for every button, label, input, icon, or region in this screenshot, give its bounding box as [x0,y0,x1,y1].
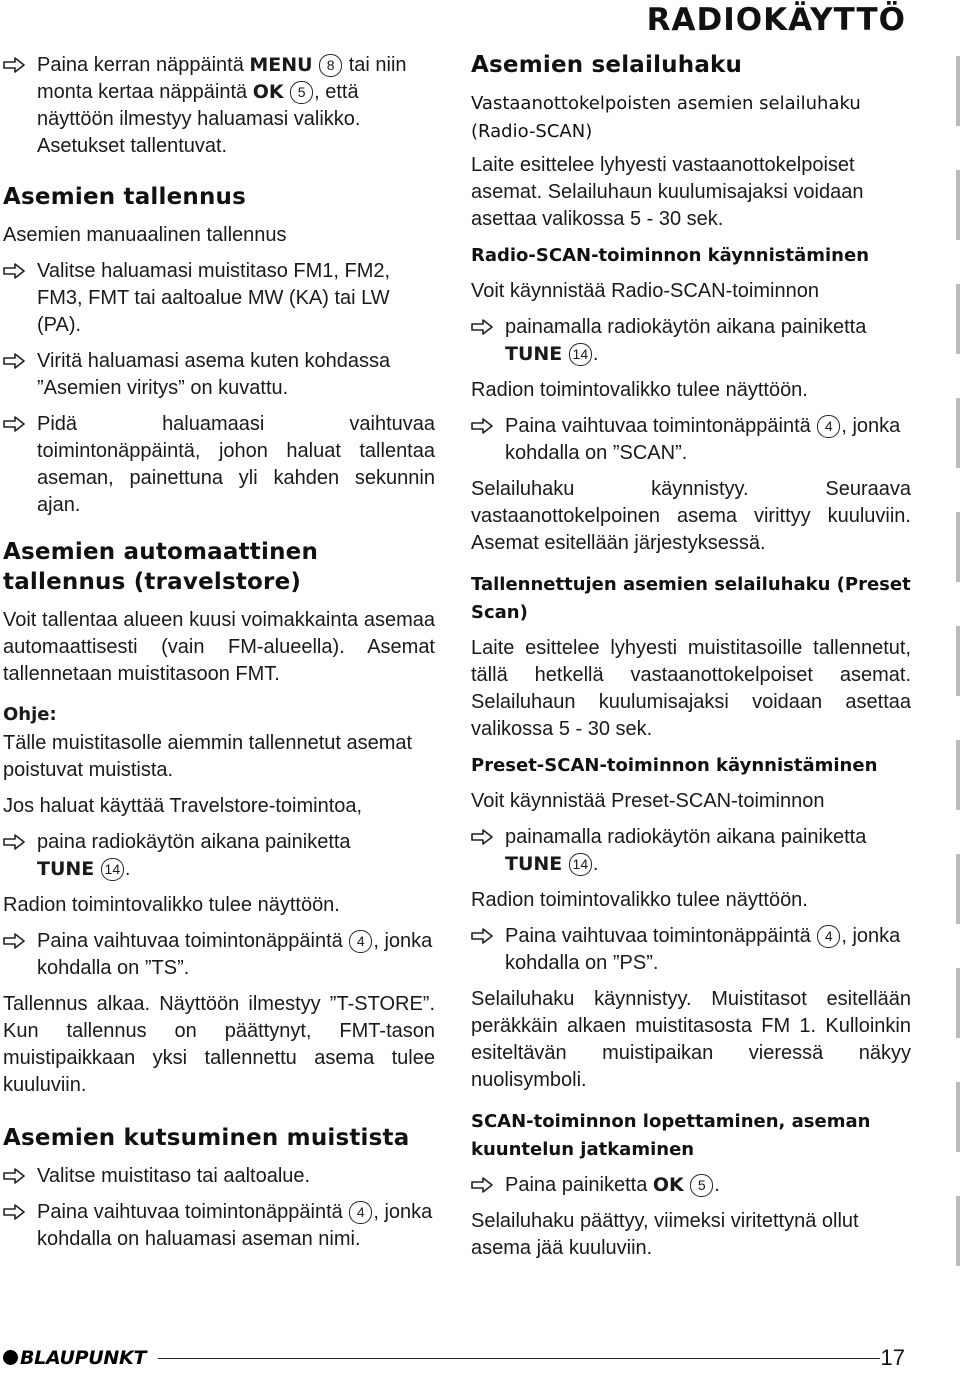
key-number-badge: 5 [290,81,313,104]
brand-dot-icon [3,1350,18,1365]
paragraph: Radion toimintovalikko tulee näyttöön. [3,894,340,916]
instruction-step [3,258,435,339]
subsection-title-radioscan-start: Radio-SCAN-toiminnon käynnistäminen [471,245,870,266]
instruction-text: Pidä haluamaasi vaihtuvaa toimintonäppäintä, johon haluat tallentaa aseman, painettuna yli kahden sekunnin ajan. [37,413,435,516]
key-number-badge: 4 [349,930,372,953]
arrow-right-icon [471,1177,493,1193]
arrow-right-icon [3,1168,25,1184]
instruction-step: painamalla radiokäytön aikana painiketta TUNE 14 . [471,824,911,878]
paragraph: Voit käynnistää Preset-SCAN-toiminnon [471,790,825,812]
paragraph: Selailuhaku käynnistyy. Seuraava vastaanottokelpoinen asema virittyy kuuluviin. Asemat esitellään järjestyksessä. [471,478,911,554]
section-title-auto: Asemien automaattinen tallennus (travelstore) [3,539,319,595]
note-title: Ohje: [3,704,57,725]
paragraph: Selailuhaku päättyy, viimeksi viritettynä ollut asema jää kuuluviin. [471,1210,859,1259]
page-number: 17 [880,1345,905,1370]
intro-instruction [3,52,435,160]
key-number-badge: 4 [817,415,840,438]
instruction-text: , jonka kohdalla on ”SCAN”. [505,415,901,464]
paragraph: Radion toimintovalikko tulee näyttöön. [471,379,808,401]
arrow-right-icon [3,416,25,432]
key-number-badge: 4 [349,1201,372,1224]
paragraph: Laite esittelee lyhyesti muistitasoille tallennetut, tällä hetkellä vastaanottokelpoiset asemat. Selailuhaun kuulumisajaksi voidaan asettaa valikossa 5 - 30 sek. [471,637,911,740]
arrow-right-icon [471,829,493,845]
paragraph: Jos haluat käyttää Travelstore-toimintoa, [3,795,363,817]
paragraph: Tallennus alkaa. Näyttöön ilmestyy ”T-STORE”. Kun tallennus on päättynyt, FMT-tason muistipaikkaan yksi tallennettu asema tulee kuuluviin. [3,993,435,1096]
instruction-text: , jonka kohdalla on haluamasi aseman nimi. [37,1201,433,1250]
left-column [3,52,435,1262]
paragraph: Selailuhaku käynnistyy. Muistitasot esitellään peräkkäin alkaen muistitasosta FM 1. Kulloinkin esiteltävän muistipaikan vieressä näkyy nuolisymboli. [471,988,911,1091]
key-number-badge: 5 [690,1174,713,1197]
key-number-badge: 14 [569,343,592,366]
arrow-right-icon [471,928,493,944]
instruction-step [3,348,435,402]
subsection-title-stop: SCAN-toiminnon lopettaminen, aseman kuuntelun jatkaminen [471,1111,871,1160]
instruction-step [3,411,435,519]
key-number-badge: 4 [817,925,840,948]
instruction-text: , jonka kohdalla on ”TS”. [37,930,433,979]
instruction-step [3,1163,435,1190]
intro-text-1: Paina kerran näppäintä [37,54,250,76]
paragraph: Laite esittelee lyhyesti vastaanottokelpoiset asemat. Selailuhaun kuulumisajaksi voidaan asettaa valikossa 5 - 30 sek. [471,154,864,230]
ok-key-label: OK [652,1174,684,1196]
instruction-step [471,1172,911,1199]
subsection-title-manual: Asemien manuaalinen tallennus [3,224,287,246]
instruction-text: Paina vaihtuvaa toimintonäppäintä [37,930,349,952]
arrow-right-icon [3,933,25,949]
paragraph: Radion toimintovalikko tulee näyttöön. [471,889,808,911]
intro-text-2: tai niin monta kertaa näppäintä [37,54,407,103]
arrow-right-icon [3,57,25,73]
subsection-title-radioscan: Vastaanottokelpoisten asemien selailuhaku (Radio-SCAN) [471,93,861,142]
instruction-text: Paina painiketta [505,1174,653,1196]
instruction-text: painamalla radiokäytön aikana painiketta [505,826,867,848]
instruction-text: Paina vaihtuvaa toimintonäppäintä [505,415,817,437]
instruction-text: painamalla radiokäytön aikana painiketta [505,316,867,338]
arrow-right-icon [3,353,25,369]
instruction-step [471,413,911,467]
brand-logo [3,1347,146,1369]
arrow-right-icon [3,1204,25,1220]
instruction-text: Valitse muistitaso tai aaltoalue. [37,1165,311,1187]
page-header-title: RADIOKÄYTTÖ [646,2,906,38]
instruction-text: Paina vaihtuvaa toimintonäppäintä [37,1201,349,1223]
instruction-text: . [714,1174,720,1196]
instruction-step: paina radiokäytön aikana painiketta TUNE 14 . [3,829,435,883]
tune-key-label: TUNE [505,343,563,365]
arrow-right-icon [471,418,493,434]
instruction-step: painamalla radiokäytön aikana painiketta TUNE 14 . [471,314,911,368]
subsection-title-preset-start: Preset-SCAN-toiminnon käynnistäminen [471,755,878,776]
instruction-text: Paina vaihtuvaa toimintonäppäintä [505,925,817,947]
key-number-badge: 14 [101,858,124,881]
instruction-text: Valitse haluamasi muistitaso FM1, FM2, FM3, FMT tai aaltoalue MW (KA) tai LW (PA). [37,260,391,336]
instruction-text: , jonka kohdalla on ”PS”. [505,925,901,974]
right-column [471,50,911,1271]
page-edge-tab-marks [948,40,960,1330]
instruction-text: Viritä haluamasi asema kuten kohdassa ”Asemien viritys” on kuvattu. [37,350,391,399]
arrow-right-icon [3,834,25,850]
note-text: Tälle muistitasolle aiemmin tallennetut asemat poistuvat muistista. [3,732,413,781]
menu-key-label: MENU [249,54,313,76]
paragraph: Voit tallentaa alueen kuusi voimakkainta asemaa automaattisesti (vain FM-alueella). Asemat tallennetaan muistitasoon FMT. [3,609,435,685]
tune-key-label: TUNE [37,858,95,880]
intro-text-3: , että näyttöön ilmestyy haluamasi valikko. Asetukset tallentuvat. [37,81,361,157]
ok-key-label: OK [252,81,284,103]
key-number-badge: 8 [319,54,342,77]
arrow-right-icon [471,319,493,335]
arrow-right-icon [3,263,25,279]
section-title-kutsu: Asemien kutsuminen muistista [3,1125,410,1151]
brand-name: BLAUPUNKT [20,1347,147,1369]
footer-divider [158,1358,880,1359]
instruction-step [3,928,435,982]
section-title-selailuhaku: Asemien selailuhaku [471,52,743,78]
section-title-tallennus: Asemien tallennus [3,184,247,210]
key-number-badge: 14 [569,853,592,876]
instruction-step [471,923,911,977]
instruction-text: paina radiokäytön aikana painiketta [37,831,351,853]
subsection-title-preset: Tallennettujen asemien selailuhaku (Preset Scan) [471,574,911,623]
tune-key-label: TUNE [505,853,563,875]
paragraph: Voit käynnistää Radio-SCAN-toiminnon [471,280,819,302]
instruction-step [3,1199,435,1253]
